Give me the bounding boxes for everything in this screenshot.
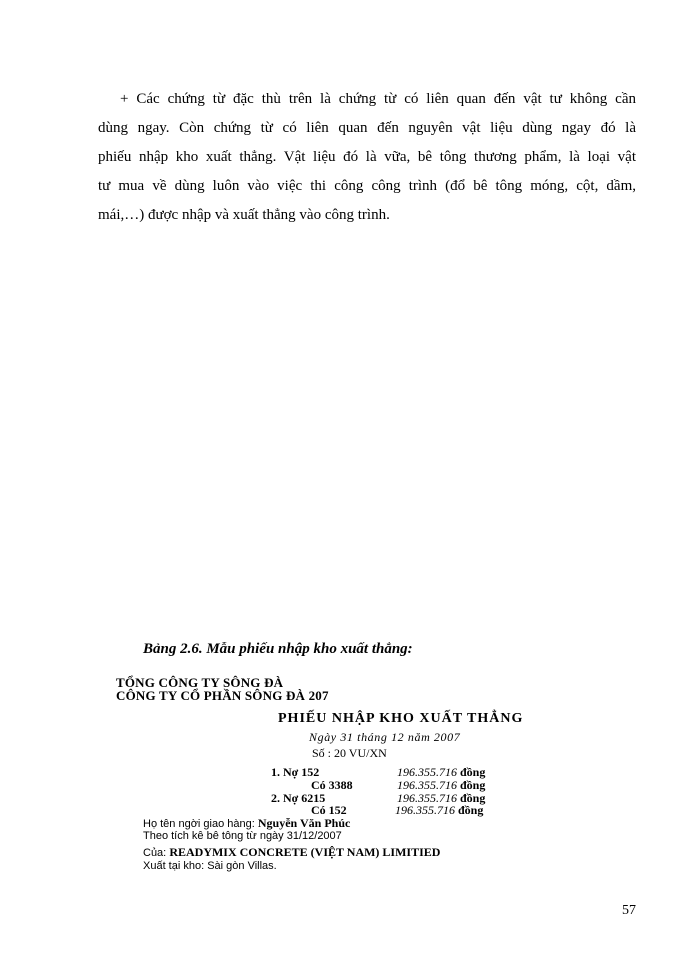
amount-unit: đồng (458, 803, 484, 817)
body-paragraph (98, 85, 636, 230)
credit-entry-1: Có 3388 (311, 778, 353, 792)
amount-unit: đồng (460, 791, 486, 805)
amount-unit: đồng (460, 778, 486, 792)
debit-entry-1: 1. Nợ 152 (271, 765, 320, 779)
paragraph-line: tư mua về dùng luôn vào việc thi công công trình (đổ bê tông móng, cột, dầm, (98, 178, 636, 194)
debit-entry-2: 2. Nợ 6215 (271, 791, 326, 805)
deliverer-line (143, 817, 350, 831)
paragraph-line: mái,…) được nhập và xuất thẳng vào công trình. (98, 207, 390, 223)
supplier-label: Của: (143, 847, 167, 859)
table-caption: Bảng 2.6. Mẫu phiếu nhập kho xuất thẳng: (143, 641, 413, 657)
supplier-name: READYMIX CONCRETE (VIỆT NAM) LIMITIED (169, 845, 441, 859)
supplier-line (143, 846, 440, 860)
deliverer-label: Họ tên ngời giao hàng: (143, 818, 255, 830)
parent-company-name: TỔNG CÔNG TY SÔNG ĐÀ (116, 675, 284, 690)
form-title: PHIẾU NHẬP KHO XUẤT THẲNG (278, 711, 524, 726)
company-name: CÔNG TY CỔ PHẦN SÔNG ĐÀ 207 (116, 688, 329, 703)
entry-amount (397, 766, 485, 778)
amount-value: 196.355.716 (397, 765, 457, 779)
amount-value: 196.355.716 (397, 778, 457, 792)
form-number: Số : 20 VU/XN (312, 746, 387, 760)
amount-unit: đồng (460, 765, 486, 779)
entry-amount (395, 804, 483, 816)
form-date: Ngày 31 tháng 12 năm 2007 (309, 730, 461, 744)
warehouse-line: Xuất tại kho: Sài gòn Villas. (143, 860, 277, 872)
based-on-line: Theo tích kê bê tông từ ngày 31/12/2007 (143, 830, 342, 842)
paragraph-line: phiếu nhập kho xuất thẳng. Vật liệu đó là vữa, bê tông thương phẩm, là loại vật (98, 149, 636, 165)
amount-value: 196.355.716 (397, 791, 457, 805)
page-number: 57 (622, 903, 636, 918)
deliverer-name: Nguyễn Văn Phúc (257, 816, 351, 830)
entry-amount (397, 779, 485, 791)
credit-entry-2: Có 152 (311, 803, 347, 817)
paragraph-line: + Các chứng từ đặc thù trên là chứng từ có liên quan đến vật tư không cần (120, 91, 636, 107)
paragraph-line: dùng ngay. Còn chứng từ có liên quan đến nguyên vật liệu dùng ngay đó là (98, 120, 636, 136)
amount-value: 196.355.716 (395, 803, 455, 817)
